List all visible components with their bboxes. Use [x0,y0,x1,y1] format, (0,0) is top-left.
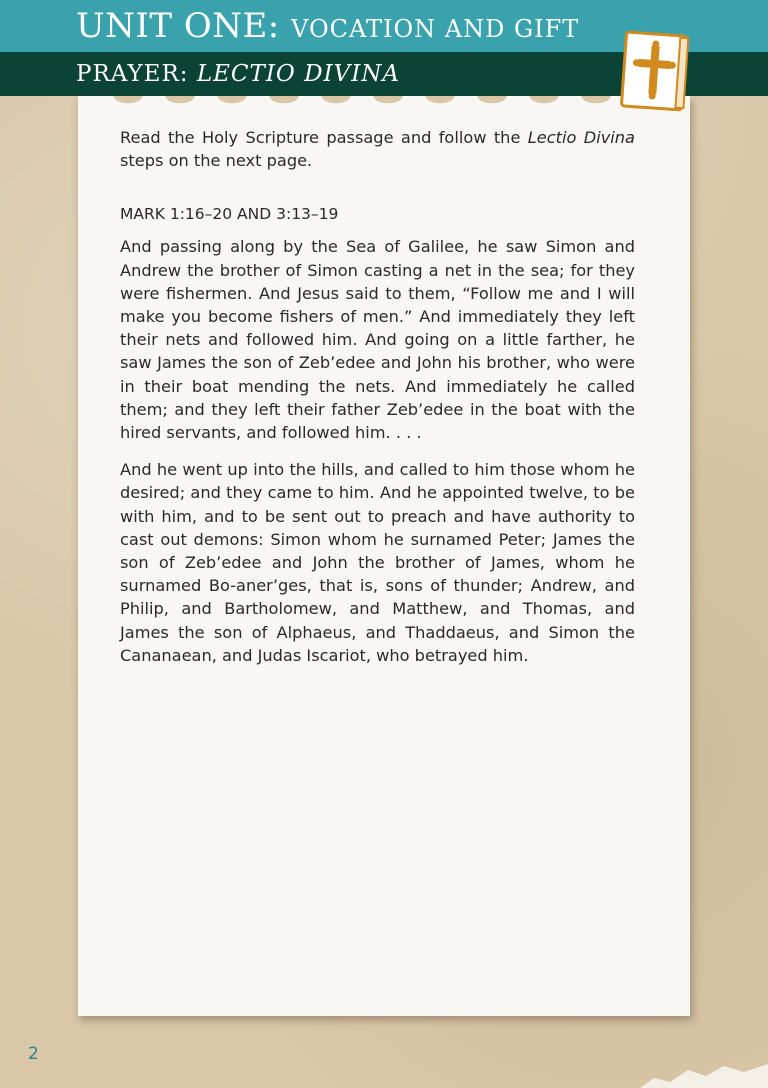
lectio-divina-italic: Lectio Divina [527,128,635,147]
scripture-paragraph: And passing along by the Sea of Galilee, he saw Simon and Andrew the brother of Simon casting a net in the sea; for they were fishermen. And Jesus said to them, “Follow me and I will make you become fishers of men.” And immediately they left their nets and followed him. And going on a little farther, he saw James the son of Zeb’edee and John his brother, who were in their boat mending the nets. And immediately he called them; and they left their father Zeb’edee in the boat with the hired servants, and followed him. . . . [120,237,635,443]
intro-text: Read the Holy Scripture passage and follow the Lectio Divina steps on the next page. [120,128,635,171]
scripture-reference: MARK 1:16–20 AND 3:13–19 [120,205,339,224]
page-number: 2 [28,1044,39,1064]
unit-title [76,6,579,49]
torn-paper-corner [640,1060,768,1088]
scripture-paragraph: And he went up into the hills, and called to him those whom he desired; and they came to him. And he appointed twelve, to be with him, and to be sent out to preach and have authority to cast out demons: Simon whom he surnamed Peter; James the son of Zeb’edee and John the brother of James, whom he surnamed Bo-aner’ges, that is, sons of thunder; Andrew, and Philip, and Bartholomew, and Matthew, and Thomas, and James the son of Alphaeus, and Thaddaeus, and Simon the Cananaean, and Judas Iscariot, who betrayed him. [120,460,635,665]
unit-label: UNIT ONE: [76,6,280,46]
prayer-heading [76,58,400,90]
prayer-label: PRAYER: [76,61,189,87]
page-content [120,126,635,667]
bible-cross-icon [614,24,694,116]
prayer-title: LECTIO DIVINA [196,61,401,87]
unit-subtitle: VOCATION AND GIFT [291,15,580,43]
